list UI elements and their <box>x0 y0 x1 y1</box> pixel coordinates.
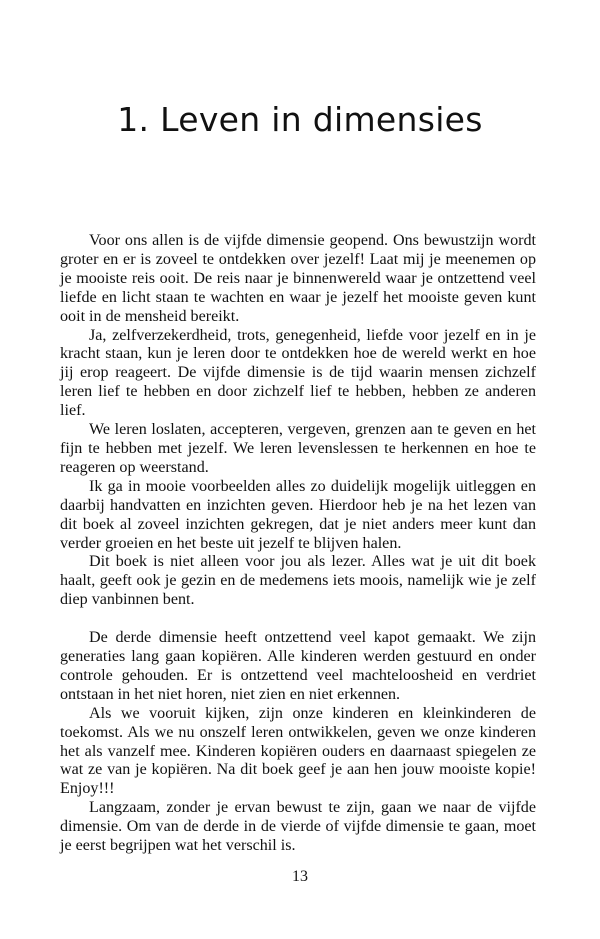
paragraph: Dit boek is niet alleen voor jou als lezer. Alles wat je uit dit boek haalt, geeft ook je gezin en de medemens iets moois, namelijk wie je zelf diep vanbinnen bent. <box>60 553 536 609</box>
paragraph: De derde dimensie heeft ontzettend veel kapot gemaakt. We zijn generaties lang gaan kopiëren. Alle kinderen werden gestuurd en onder controle gehouden. Er is ontzettend veel machteloosheid en verdriet ontstaan in het niet horen, niet zien en niet erkennen. <box>60 629 536 703</box>
paragraph: Ja, zelfverzekerdheid, trots, genegenheid, liefde voor jezelf en in je kracht staan, kun je leren door te ontdekken hoe de wereld werkt en hoe jij erop reageert. De vijfde dimensie is de tijd waarin mensen zichzelf leren lief te hebben en door zichzelf lief te hebben, hebben ze anderen lief. <box>60 326 536 420</box>
chapter-body <box>60 232 536 856</box>
paragraph: Als we vooruit kijken, zijn onze kinderen en kleinkinderen de toekomst. Als we nu onszelf leren ontwikkelen, geven we onze kinderen het als vanzelf mee. Kinderen kopiëren ouders en daarnaast spiegelen ze wat ze van je kopiëren. Na dit boek geef je aan hen jouw mooiste kopie! Enjoy!!! <box>60 704 536 798</box>
paragraph: Ik ga in mooie voorbeelden alles zo duidelijk mogelijk uitleggen en daarbij handvatten en inzichten geven. Hierdoor heb je na het lezen van dit boek al zoveel inzichten gekregen, dat je niet anders meer kunt dan verder groeien en het beste uit jezelf te blijven halen. <box>60 477 536 552</box>
paragraph: We leren loslaten, accepteren, vergeven, grenzen aan te geven en het fijn te hebben met jezelf. We leren levenslessen te herkennen en hoe te reageren op weerstand. <box>60 421 536 476</box>
page-number: 13 <box>292 868 308 885</box>
paragraph: Voor ons allen is de vijfde dimensie geopend. Ons bewustzijn wordt groter en er is zoveel te ontdekken over jezelf! Laat mij je meenemen op je mooiste reis ooit. De reis naar je binnenwereld waar je ontzettend veel liefde en licht staan te wachten en waar je jezelf het mooiste geven kunt ooit in de mensheid bereikt. <box>60 232 536 325</box>
paragraph: Langzaam, zonder je ervan bewust te zijn, gaan we naar de vijfde dimensie. Om van de derde in de vierde of vijfde dimensie te gaan, moet je eerst begrijpen wat het verschil is. <box>60 799 536 855</box>
chapter-title: 1. Leven in dimensies <box>117 100 483 139</box>
section-divider <box>60 610 536 629</box>
